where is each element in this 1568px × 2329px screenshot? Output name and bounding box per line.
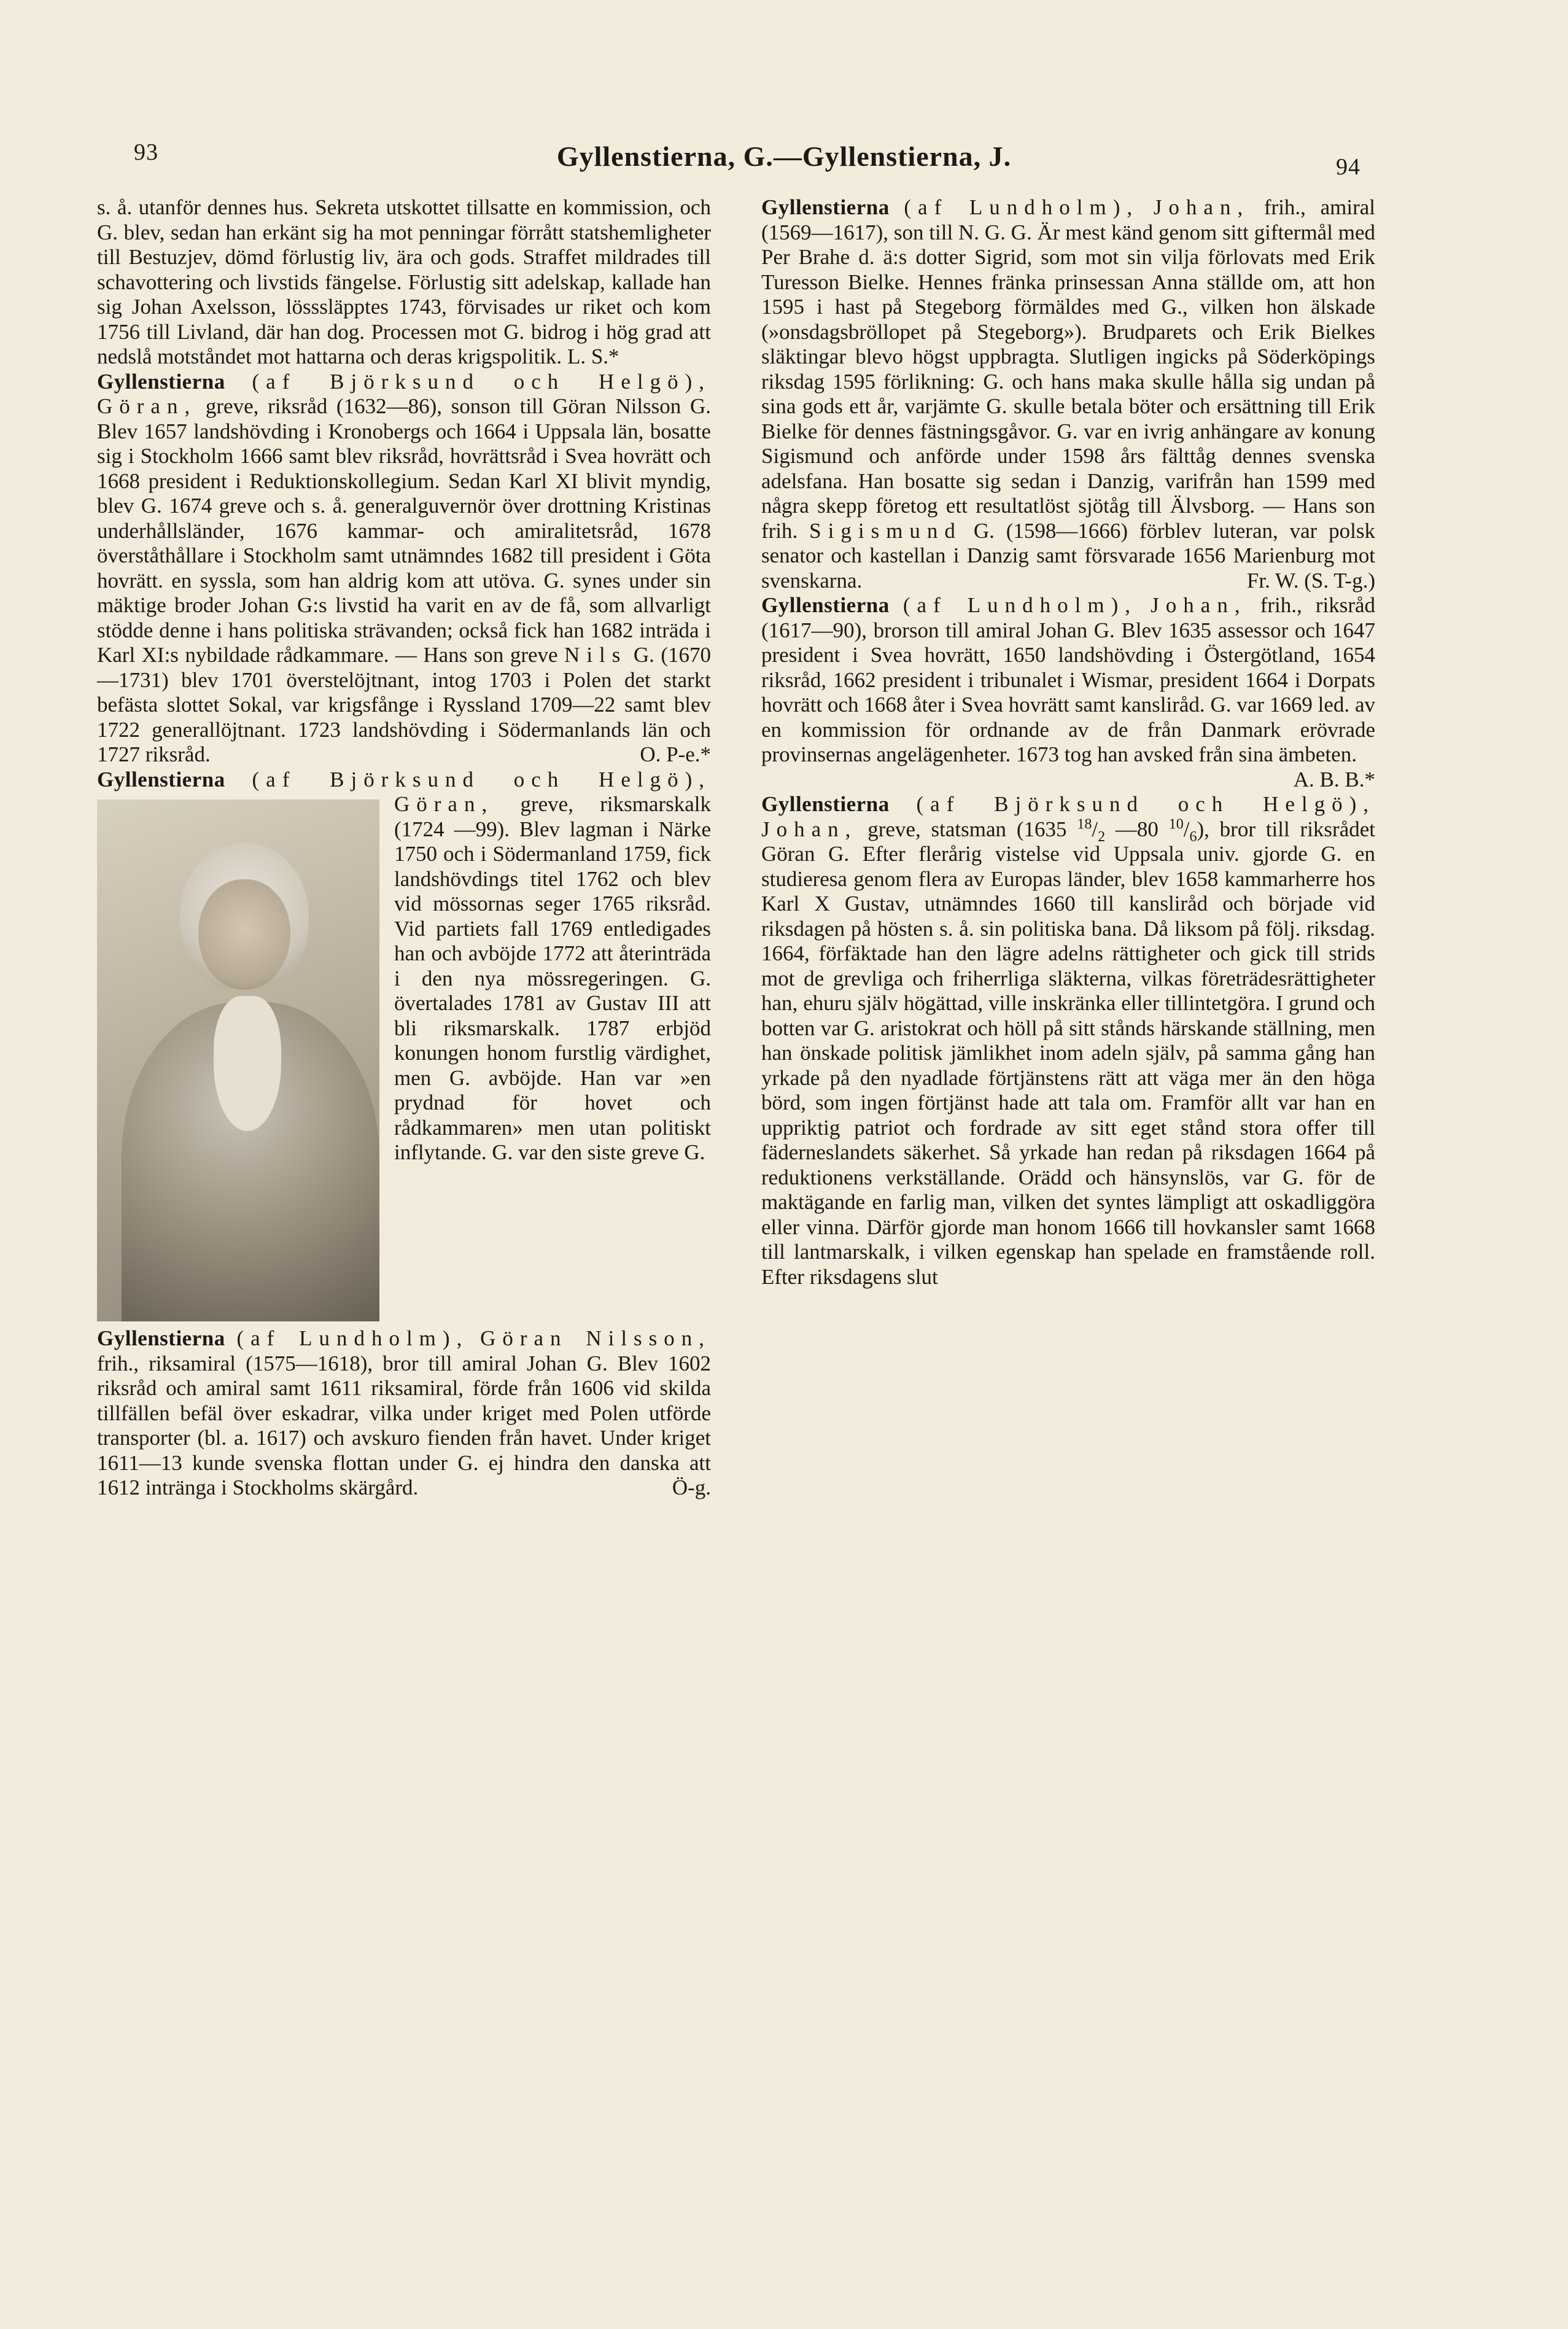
entry-text: G. (1598—1666) förblev luteran, var polsk senator och kastellan i Danzig samt försvarade 1656 Marienburg mot svenskarna. [761,518,1376,593]
entry-text: frih., amiral (1569—1617), son till N. G. G. Är mest känd genom sitt giftermål med Per Brahe d. ä:s dotter Sigrid, som mot sin vilja förlovats med Erik Turesson Bielke. Hennes fränka prinsessan Anna ställde om, att hon 1595 i hast på Stegeborg förmäldes med G., vilken hon älskade (»onsdagsbröllopet på Stegeborg»). Brudparets och Erik Bielkes släktingar blevo högst uppbragta. Slutligen ingicks på Söderköpings riksdag 1595 förlikning: G. och hans maka skulle hålla sig undan på sina gods ett år, varjämte G. skulle betala böter och ersättning till Erik Bielke för dennes fästningsgåvor. G. var en ivrig anhängare av konung Sigismund och anförde under 1598 års fälttåg dennes svenska adelsfana. Han bosatte sig sedan i Danzig, varifrån han 1599 med några skepp företog ett resultatlöst sjötåg till Älvsborg. — Hans son frih. [761,195,1375,543]
author-signature: O. P-e.* [640,742,711,766]
entry-text: greve, riksråd (1632—86), sonson till Göran Nilsson G. Blev 1657 landshövding i Kronobergs och 1664 i Uppsala län, bosatte sig i Stockholm 1666 samt blev riksråd, hovrättsråd i Svea hovrätt och 1668 president i Reduktionskollegium. Sedan Karl XI blivit myndig, blev G. 1674 greve och s. å. generalguvernör över drottning Kristinas underhållsländer, 1676 kammar- och amiralitetsråd, 1678 överståthållare i Stockholm samt utnämndes 1682 till president i Göta hovrätt. en syssla, som han aldrig kom att utöva. G. synes under sin mäktige broder Johan G:s livstid ha varit en av de få, som allvarligt stödde denne i hans politiska strävanden; också fick han 1682 inträda i Karl XI:s nybildade rådkammare. — Hans son greve [97,394,711,667]
entry-family-branch: (af Björksund och Helgö), [252,369,711,394]
entry-given-name: Göran Nilsson, [480,1326,712,1350]
entry-headword: Gyllenstierna [97,1326,225,1350]
entry-text: —80 [1115,817,1159,841]
author-signature: Ö-g. [672,1476,711,1499]
entry-son-name: Nils [564,643,627,667]
date-subscript: 6 [1189,828,1197,845]
entry-given-name: Johan, [761,817,858,841]
author-signature: L. S.* [567,344,619,368]
author-signature: A. B. B.* [1293,767,1375,791]
date-subscript: 2 [1098,828,1106,845]
entry-text: greve, riksmarskalk (1724 —99). Blev lagman i Närke 1750 och i Södermanland 1759, fick landshövdings titel 1762 och blev vid mössornas seger 1765 riksråd. Vid partiets fall 1769 entledigades han och avböjde 1772 att återinträda i den nya mössregeringen. G. övertalades 1781 av Gustav III att bli riksmarskalk. 1787 erbjöd konungen honom furstlig värdighet, men G. avböjde. Han var »en prydnad för hovet och rådkammaren» men utan politiskt inflytande. G. var den siste greve G. [394,792,711,1164]
entry-family-branch: (af Lundholm), [236,1326,469,1350]
entry-family-branch: (af Lundholm), [902,593,1138,617]
entry-text: ), bror till riksrådet Göran G. Efter flerårig vistelse vid Uppsala univ. gjorde G. en studieresa genom flera av Europas länder, blev 1658 kammarherre hos Karl X Gustav, utnämndes 1660 till kansliråd och började vid riksdagen på hösten s. å. sin politiska bana. Då liksom på följ. riksdag. 1664, förfäktade han den lägre adelns rättigheter och gick till strids mot de grevliga och friherrliga släkterna, vilkas företrädesrättigheter han, ehuru själv högättad, ville inskränka eller tillintetgöra. I grund och botten var G. aristokrat och höll på sitt stånds härskande ställning, men han önskade politisk jämlikhet inom adeln själv, på samma gång han yrkade på den nyadlade förtjänstens rätt att väga mer än den höga börd, som ingen förtjänst hade att tala om. Framför allt var han en uppriktig patriot och fordrade av sitt eget stånd stora offer till fäderneslandets säkerhet. Så yrkade han redan på riksdagen 1664 på reduktionens verkställande. Orädd och hänsynslös, var G. för de maktägande en farlig man, vilken det syntes lämpligt att oskadliggöra eller vinna. Därför gjorde man honom 1666 till hovkansler samt 1668 till lantmarskalk, i vilken egenskap han spelade en framstående roll. Efter riksdagens slut [761,817,1375,1289]
entry-son-name: Sigismund [809,518,962,543]
entry-family-branch: (af Lundholm), [904,195,1139,219]
entry-given-name: Göran, [394,792,494,816]
date-superscript: 18 [1077,815,1092,832]
entry-goran-riksrad [97,370,711,768]
right-column [761,195,1375,1289]
entry-headword: Gyllenstierna [761,792,890,816]
date-superscript: 10 [1168,815,1184,832]
entry-given-name: Johan, [1151,593,1247,617]
entry-goran-riksmarskalk [97,768,711,1165]
page-number-right: 94 [1336,154,1360,180]
portrait-image [97,799,379,1321]
entry-given-name: Johan, [1153,195,1250,219]
entry-text: s. å. utanför dennes hus. Sekreta utskottet tillsatte en kommission, och G. blev, sedan han erkänt sig ha mot penningar förrått statshemligheter till Bestuzjev, dömd förlustig liv, ära och gods. Straffet mildrades till schavottering och livstids fängelse. Förlustig sitt adelskap, kallade han sig Johan Axelsson, lösssläpptes 1743, förvisades ur riket och kom 1756 till Livland, där han dog. Processen mot G. bidrog i hög grad att nedslå motståndet mot hattarna och deras krigspolitik. [97,195,711,368]
entry-continuation [97,195,711,370]
page-number-left: 93 [134,139,158,165]
entry-headword: Gyllenstierna [761,593,890,617]
entry-goran-nilsson [97,1326,711,1501]
author-signature: Fr. W. (S. T-g.) [1246,568,1375,593]
entry-johan-statsman: Gyllenstierna (af Björksund och Helgö), Johan, greve, statsman (1635 $^{18}/_2$ —80 $^{10}/_6$), bror till riksrådet Göran G. Efter flerårig vistelse vid Uppsala univ. gjorde G. en studieresa genom flera av Europas länder, blev 1658 kammarherre hos Karl X Gustav, utnämndes 1660 till kansliråd och började vid riksdagen på hösten s. å. sin politiska bana. Då liksom på följ. riksdag. 1664, förfäktade han den lägre adelns rättigheter och gick till strids mot de grevliga och friherrliga släkterna, vilkas företrädesrättigheter han, ehuru själv högättad, ville inskränka eller tillintetgöra. I grund och botten var G. aristokrat och höll på sitt stånds härskande ställning, men han önskade politisk jämlikhet inom adeln själv, på samma gång han yrkade på den nyadlade förtjänstens rätt att väga mer än den höga börd, som ingen förtjänst hade att tala om. Framför allt var han en uppriktig patriot och fordrade av sitt eget stånd stora offer till fäderneslandets säkerhet. Så yrkade han redan på riksdagen 1664 på reduktionens verkställande. Orädd och hänsynslös, var G. för de maktägande en farlig man, vilken det syntes lämpligt att oskadliggöra eller vinna. Därför gjorde man honom 1666 till hovkansler samt 1668 till lantmarskalk, i vilken egenskap han spelade en framstående roll. Efter riksdagens slut [761,792,1375,1289]
entry-given-name: Göran, [97,394,197,418]
running-head: Gyllenstierna, G.—Gyllenstierna, J. [556,141,1012,172]
entry-text: frih., riksamiral (1575—1618), bror till amiral Johan G. Blev 1602 riksråd och amiral samt 1611 riksamiral, förde från 1606 vid skilda tillfällen befäl över eskadrar, vilka under kriget med Polen utförde transporter (bl. a. 1617) och avskuro fienden från havet. Under kriget 1611—13 kunde svenska flottan under G. ej hindra den danska att 1612 inträngа i Stockholms skärgård. [97,1351,711,1499]
entry-family-branch: (af Björksund och Helgö), [252,767,711,791]
entry-text: frih., riksråd (1617—90), brorson till amiral Johan G. Blev 1635 assessor och 1647 president i Svea hovrätt, 1650 landshövding i Östergötland, 1654 riksråd, 1662 president i tribunalet i Wismar, president 1664 i Dorpats hovrätt och 1668 åter i Svea hovrätt samt kansliråd. G. var 1669 led. av en kommission för ordnande av de från Danmark erövrade provinsernas angelägenheter. 1673 tog han avsked från sina ämbeten. [761,593,1376,766]
entry-text: greve, statsman (1635 [867,817,1067,841]
entry-headword: Gyllenstierna [761,195,890,219]
entry-johan-riksrad [761,593,1376,791]
entry-johan-amiral [761,195,1375,593]
entry-headword: Gyllenstierna [97,369,225,394]
entry-family-branch: (af Björksund och Helgö), [916,792,1375,816]
entry-headword: Gyllenstierna [97,767,225,791]
entry-text: G. (1670—1731) blev 1701 överstelöjtnant, intog 1703 i Polen det starkt befästa slottet Sokal, var krigsfånge i Ryssland 1709—22 samt blev 1722 generallöjtnant. 1723 landshövding i Södermanlands län och 1727 riksråd. [97,643,711,766]
left-column [97,195,711,1501]
